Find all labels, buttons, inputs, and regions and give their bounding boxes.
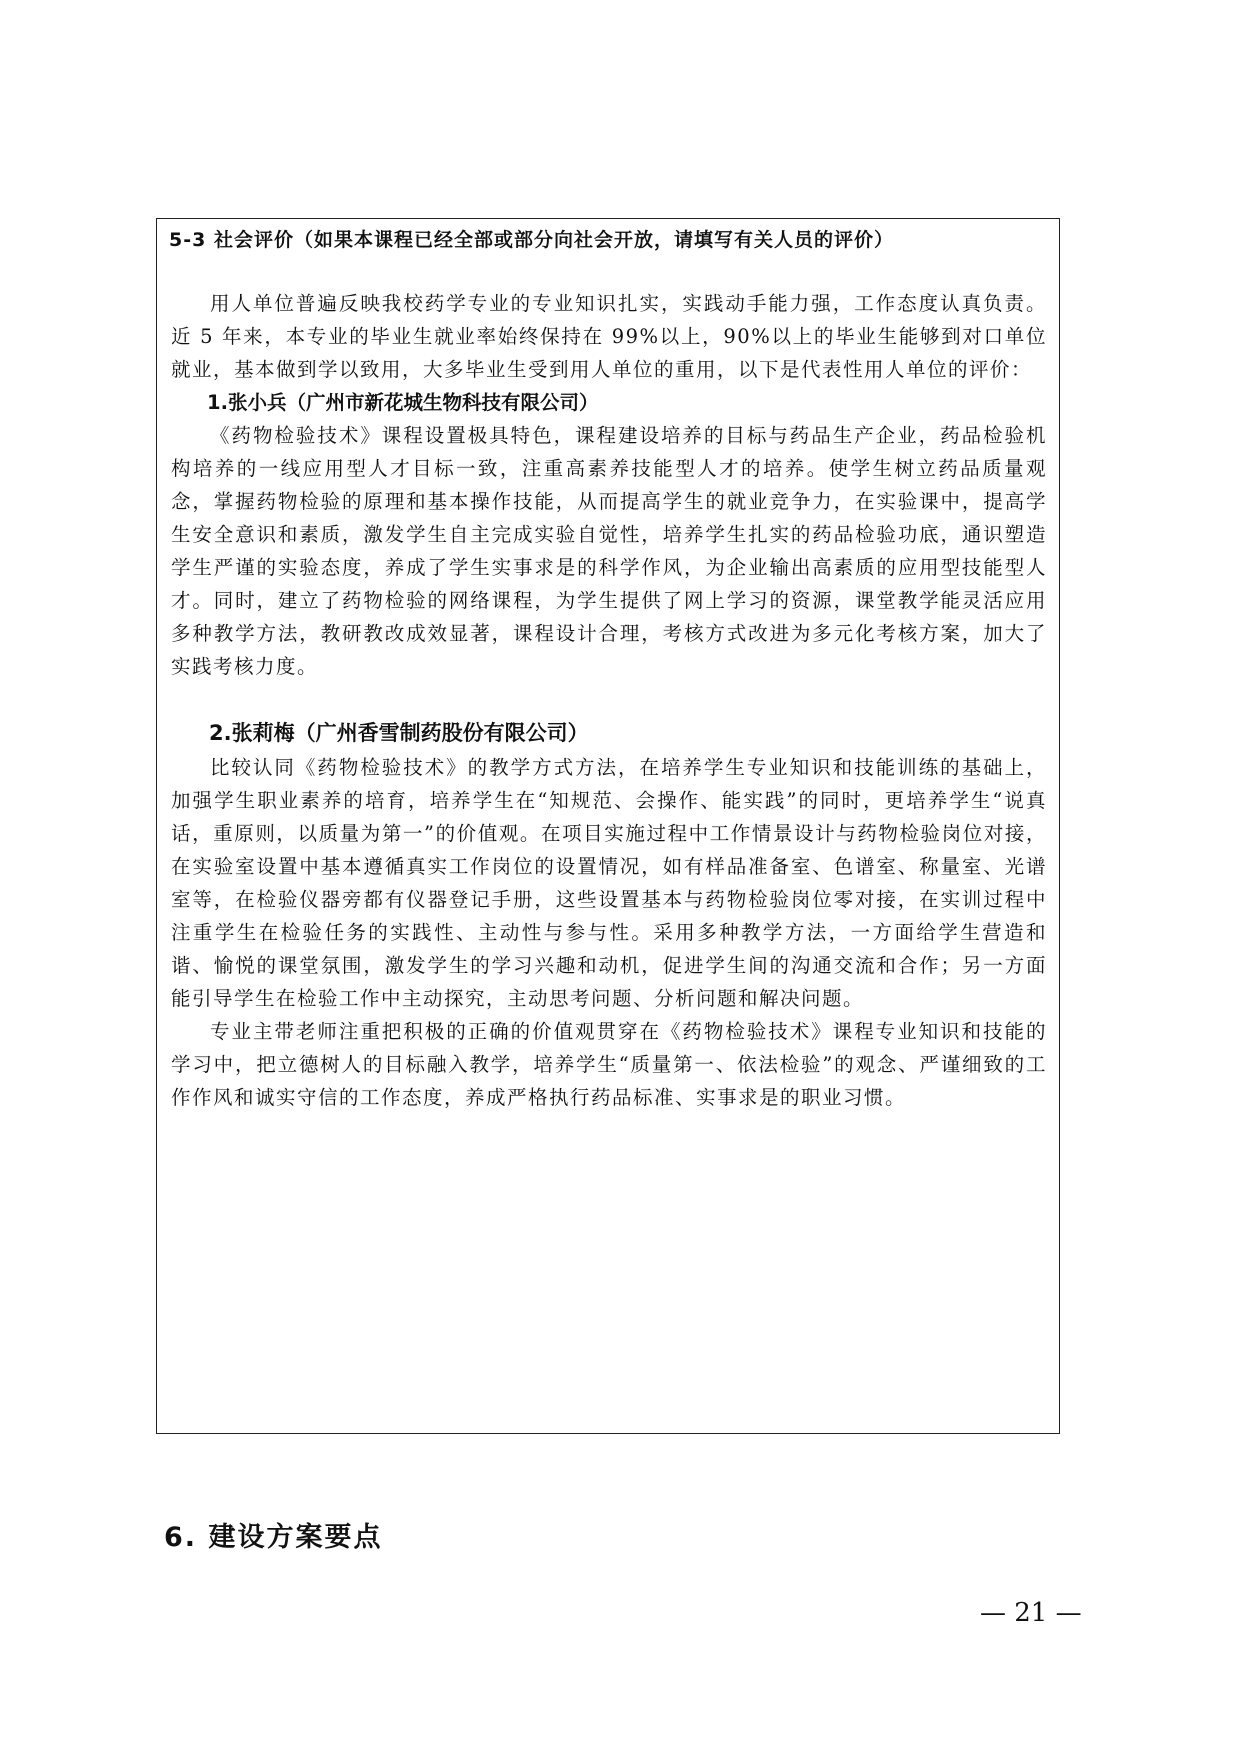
review-heading-1: 1.张小兵（广州市新花城生物科技有限公司）: [207, 391, 599, 414]
box-title: 5-3 社会评价（如果本课程已经全部或部分向社会开放，请填写有关人员的评价）: [169, 229, 894, 251]
review-2-paragraph-2: 专业主带老师注重把积极的正确的价值观贯穿在《药物检验技术》课程专业知识和技能的学习中，把立德树人的目标融入教学，培养学生“质量第一、依法检验”的观念、严谨细致的工作作风和诚实守信的工作态度，养成严格执行药品标准、实事求是的职业习惯。: [171, 1020, 1047, 1109]
intro-paragraph: 用人单位普遍反映我校药学专业的专业知识扎实，实践动手能力强，工作态度认真负责。近 5 年来，本专业的毕业生就业率始终保持在 99%以上，90%以上的毕业生能够到对口单位就业，基本做到学以致用，大多毕业生受到用人单位的重用，以下是代表性用人单位的评价：: [171, 292, 1047, 381]
section-heading: 6. 建设方案要点: [164, 1522, 383, 1553]
box-content: [171, 287, 1047, 1114]
evaluation-box: [156, 218, 1060, 1434]
review-1-paragraph-1: 《药物检验技术》课程设置极具特色，课程建设培养的目标与药品生产企业，药品检验机构培养的一线应用型人才目标一致，注重高素养技能型人才的培养。使学生树立药品质量观念，掌握药物检验的原理和基本操作技能，从而提高学生的就业竞争力，在实验课中，提高学生安全意识和素质，激发学生自主完成实验自觉性，培养学生扎实的药品检验功底，通识塑造学生严谨的实验态度，养成了学生实事求是的科学作风，为企业输出高素质的应用型技能型人才。同时，建立了药物检验的网络课程，为学生提供了网上学习的资源，课堂教学能灵活应用多种教学方法，教研教改成效显著，课程设计合理，考核方式改进为多元化考核方案，加大了实践考核力度。: [171, 424, 1047, 678]
page-number: — 21 —: [980, 1598, 1082, 1628]
review-heading-2: 2.张莉梅（广州香雪制药股份有限公司）: [209, 721, 589, 745]
review-2-paragraph-1: 比较认同《药物检验技术》的教学方式方法，在培养学生专业知识和技能训练的基础上，加强学生职业素养的培育，培养学生在“知规范、会操作、能实践”的同时，更培养学生“说真话，重原则，以质量为第一”的价值观。在项目实施过程中工作情景设计与药物检验岗位对接，在实验室设置中基本遵循真实工作岗位的设置情况，如有样品准备室、色谱室、称量室、光谱室等，在检验仪器旁都有仪器登记手册，这些设置基本与药物检验岗位零对接，在实训过程中注重学生在检验任务的实践性、主动性与参与性。采用多种教学方法，一方面给学生营造和谐、愉悦的课堂氛围，激发学生的学习兴趣和动机，促进学生间的沟通交流和合作；另一方面能引导学生在检验工作中主动探究，主动思考问题、分析问题和解决问题。: [171, 756, 1047, 1010]
